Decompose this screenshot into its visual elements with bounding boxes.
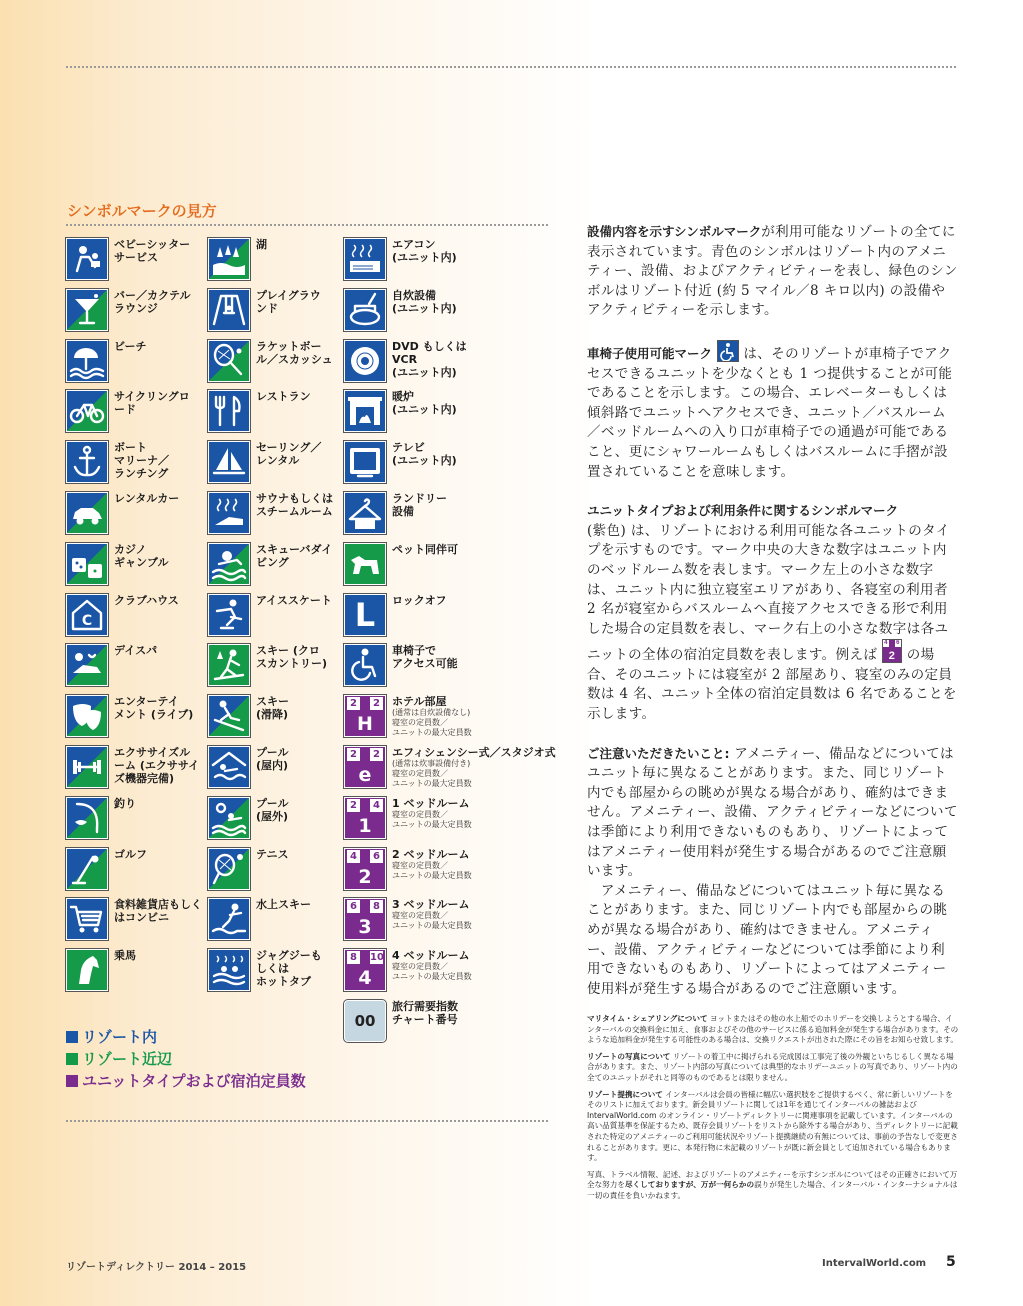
symbol-sauna	[208, 492, 348, 538]
unit-max-capacity: 6	[370, 850, 383, 863]
legend-item-resort	[66, 1026, 306, 1048]
symbol-downhill-ski	[208, 695, 348, 741]
symbol-label: エアコン (ユニット内)	[392, 238, 457, 264]
symbol-label: 釣り	[114, 796, 136, 810]
unit-type-label: 4 ベッドルーム 寝室の定員数／ ユニットの最大定員数	[392, 949, 472, 982]
clubhouse-icon	[66, 594, 108, 636]
symbol-car	[66, 492, 206, 538]
note-body: インターバルは会員の皆様に幅広い選択肢をご提供するべく、常に新しいリゾートをそのリストに加えております。新会員リゾートに関しては1年を通じてインターバルの雑誌および IntervalWorld.com のオンライン・リゾートディレクトリーに関連事項を記載しています。インターバルの高い品質基準を保証するため、既存会員リゾートをリストから除外する場合があり、当ディレクトリーに記載された特定のアメニティーのご利用可能状況やリゾート提携継続の有無については、事前の予告なしで変更されることがあります。更に、本発行物に未記載のリゾートが既に新会員として追加されている場合もあります。	[587, 1089, 958, 1163]
unit-bedroom-count: 4	[358, 967, 372, 990]
paragraph-heading: ユニットタイプおよび利用条件に関するシンボルマーク	[587, 503, 899, 519]
note-disclaimer	[587, 1170, 959, 1202]
dice-icon	[66, 543, 108, 585]
racquet-icon	[208, 340, 250, 382]
symbol-label: ボート マリーナ／ ランチング	[114, 441, 169, 481]
symbol-label: ビーチ	[114, 339, 147, 353]
unit-bedroom-count: H	[357, 713, 373, 736]
symbol-lockoff-l	[344, 594, 484, 640]
example-bedroom-number: 2	[888, 650, 896, 663]
paragraph-body: (紫色) は、リゾートにおける利用可能な各ユニットのタイプを示すものです。マーク中央の大きな数字はユニット内のベッドルーム数を表します。マーク左上の小さな数字は、ユニット内に独立寝室エリアがあり、各寝室の利用者 2 名が寝室からバスルームへ直接アクセスできる形で利用した場合の定員数を表し、マーク右上の小さな数字は各ユニットの全体の宿泊定員数を表します。例えば	[587, 522, 950, 664]
symbol-label: ジャグジーも しくは ホットタブ	[256, 949, 322, 989]
note-body: リゾートの着工中に掲げられる完成図は工事完了後の外観といちじるしく異なる場合があります。また、リゾート内部の写真については典型的なホリデーユニットの写真であり、リゾート内の全てのユニットがそれと同等のものであるとは限りません。	[587, 1051, 958, 1082]
unit-bedroom-count: 3	[358, 916, 372, 939]
legend-label: ユニットタイプおよび宿泊定員数	[82, 1072, 306, 1090]
unit-type-label: 1 ベッドルーム 寝室の定員数／ ユニットの最大定員数	[392, 796, 472, 829]
symbol-label: デイスパ	[114, 644, 158, 658]
unit-bedroom-count: 1	[358, 814, 372, 837]
unit-bedroom-capacity: 2	[347, 748, 360, 761]
spa-icon	[66, 644, 108, 686]
unit-max-capacity: 8	[370, 900, 383, 913]
outdoor-pool-icon	[208, 797, 250, 839]
footer-publication: リゾートディレクトリー 2014 – 2015	[66, 1262, 247, 1273]
symbol-tennis	[208, 848, 348, 894]
symbol-label: クラブハウス	[114, 593, 179, 607]
note-body: ヨットまたはその他の水上船でのホリデーを交換しようとする場合、インターバルの交換料金に加え、食事およびその他のサービスに係る追加料金が発生する場合があります。そのような追加料金が発生する可能性のある場合は、交換リクエストが出された際にその旨をお知らせ致します。	[587, 1014, 959, 1045]
bicycle-icon	[66, 390, 108, 432]
legend-item-unit	[66, 1070, 306, 1092]
fireplace-icon	[344, 390, 386, 432]
symbol-indoor-pool	[208, 746, 348, 792]
sauna-icon	[208, 492, 250, 534]
symbol-label: スキー (クロ スカントリー)	[256, 644, 328, 671]
symbol-lake	[208, 238, 348, 284]
section-divider	[66, 224, 548, 226]
symbol-label: 自炊設備 (ユニット内)	[392, 288, 457, 315]
symbol-label: 水上スキー	[256, 898, 311, 912]
paragraph-heading: 車椅子使用可能マーク	[587, 345, 713, 361]
symbol-laundry-hanger	[344, 492, 484, 538]
unit-type-label: 3 ベッドルーム 寝室の定員数／ ユニットの最大定員数	[392, 898, 472, 931]
unit-type-icon	[344, 797, 386, 839]
kitchen-pot-icon	[344, 289, 386, 331]
legend-swatch	[66, 1075, 78, 1087]
symbol-golf	[66, 848, 206, 894]
note-heading: リゾートの写真について	[587, 1051, 671, 1061]
symbol-label: ランドリー 設備	[392, 492, 447, 518]
symbol-label: セーリング／ レンタル	[256, 441, 322, 468]
unit-bedroom-count: 2	[358, 865, 372, 888]
symbol-label: カジノ ギャンブル	[114, 542, 169, 569]
symbol-label: 暖炉 (ユニット内)	[392, 390, 457, 417]
symbol-label: ラケットボー ル／スカッシュ	[256, 339, 333, 366]
symbol-jacuzzi	[208, 949, 348, 995]
symbol-air-conditioner	[344, 238, 484, 284]
note-heading: リゾート提携について	[587, 1089, 663, 1099]
tennis-icon	[208, 848, 250, 890]
unit-bedroom-capacity: 2	[347, 697, 360, 710]
symbol-label: プール (屋外)	[256, 796, 289, 823]
symbol-label: エンターテイ メント (ライブ)	[114, 695, 194, 722]
symbol-chart-number	[344, 1000, 484, 1046]
symbol-sailboat	[208, 441, 348, 487]
symbol-theater-masks	[66, 695, 206, 741]
symbol-label: スキー (滑降)	[256, 695, 289, 722]
legend-label: リゾート内	[82, 1028, 158, 1046]
symbol-label: DVD もしくは VCR (ユニット内)	[392, 339, 467, 379]
unit-max-capacity: 2	[370, 748, 383, 761]
playground-swing-icon	[208, 289, 250, 331]
symbol-label: レストラン	[256, 390, 311, 404]
footer-website-link[interactable]: IntervalWorld.com	[822, 1258, 927, 1269]
note-heading: マリタイム・シェアリングについて	[587, 1014, 708, 1023]
symbol-scuba	[208, 543, 348, 589]
symbol-waterski	[208, 898, 348, 944]
note-emphasis: 尽くしておりますが、万が一何らかの	[624, 1180, 755, 1190]
symbol-grid	[66, 238, 556, 1030]
lockoff-l-icon	[344, 594, 386, 636]
legend-label: リゾート近辺	[82, 1050, 173, 1068]
tv-icon	[344, 441, 386, 483]
unit-type-label: ホテル部屋 (通常は自炊設備なし) 寝室の定員数／ ユニットの最大定員数	[392, 695, 472, 738]
symbol-pet	[344, 543, 484, 589]
symbol-bicycle	[66, 390, 206, 436]
note-affiliation	[587, 1090, 959, 1164]
shopping-cart-icon	[66, 898, 108, 940]
symbol-dvd	[344, 340, 484, 386]
unit-type-icon	[344, 848, 386, 890]
symbol-babysitting	[66, 238, 206, 284]
paragraph-body: の場合、そのユニットには寝室が 2 部屋あり、寝室のみの定員数は 4 名、ユニット全体の宿泊定員数は 6 名であることを示します。	[587, 647, 957, 723]
symbol-label: ペット同伴可	[392, 542, 458, 556]
paragraph-body: アメニティー、備品などについてはユニット毎に異なることがあります。また、同じリゾート内でも部屋からの眺めが異なる場合があり、確約はできません。アメニティー、設備、アクティビティーなどについては季節により利用できないものもあり、リゾートによってはアメニティー使用料が発生する場合があるのでご注意願います。	[587, 745, 958, 880]
dvd-icon	[344, 340, 386, 382]
symbol-dumbbell	[66, 746, 206, 792]
example-right-number: 6	[896, 640, 900, 647]
note-maritime	[587, 1014, 959, 1046]
symbol-unit-type	[344, 695, 484, 741]
symbol-unit-type	[344, 898, 484, 944]
symbol-racquet	[208, 340, 348, 386]
unit-max-capacity: 4	[370, 799, 383, 812]
symbol-wheelchair	[344, 644, 484, 690]
note-photos	[587, 1052, 959, 1084]
legend-item-nearby	[66, 1048, 306, 1070]
wheelchair-icon	[717, 340, 739, 362]
symbol-playground-swing	[208, 289, 348, 335]
symbol-label: サイクリングロ ード	[114, 390, 190, 417]
symbol-kitchen-pot	[344, 289, 484, 335]
paragraph-body: は、そのリゾートが車椅子でアクセスできるユニットを少なくとも 1 つ提供することが可能であることを示します。この場合、エレベーターもしくは傾斜路でユニットへアクセスでき、ユニット／バスルーム／ベッドルームへの入り口が車椅子での通過が可能であること、更にシャワールームもしくはバスルームに手摺が設置されていることを意味します。	[587, 345, 953, 480]
unit-type-icon	[344, 949, 386, 991]
paragraph-notice	[587, 744, 958, 1000]
paragraph-symbols	[587, 222, 958, 321]
section-title: シンボルマークの見方	[67, 202, 217, 220]
symbol-label: プレイグラウ ンド	[256, 288, 321, 315]
paragraph-body: が利用可能なリゾートの全てに表示されています。青色のシンボルはリゾート内のアメニティー、設備、およびアクティビティーを表し、緑色のシンボルはリゾート付近 (約 5 マイル／8 キロ以内) の設備やアクティビティーを示します。	[587, 224, 958, 319]
lake-icon	[208, 238, 250, 280]
downhill-ski-icon	[208, 695, 250, 737]
symbol-label: ロックオフ	[392, 593, 447, 607]
paragraph-wheelchair	[587, 340, 958, 482]
sailboat-icon	[208, 441, 250, 483]
symbol-tv	[344, 441, 484, 487]
laundry-hanger-icon	[344, 492, 386, 534]
symbol-label: テレビ (ユニット内)	[392, 441, 457, 468]
symbol-label: エクササイズル ーム (エクササイ ズ機器完備)	[114, 746, 200, 785]
unit-bedroom-capacity: 8	[347, 951, 360, 964]
symbol-label: 食料雑貨店もしく はコンビニ	[114, 898, 202, 925]
symbol-label: アイススケート	[256, 593, 332, 607]
unit-type-icon	[344, 898, 386, 940]
golf-icon	[66, 848, 108, 890]
anchor-icon	[66, 441, 108, 483]
symbol-cross-country-ski	[208, 644, 348, 690]
svg-text:C: C	[81, 612, 93, 629]
symbol-label: ベビーシッター サービス	[114, 238, 191, 264]
beach-umbrella-icon	[66, 340, 108, 382]
unit-max-capacity: 2	[370, 697, 383, 710]
unit-type-label: エフィシェンシー式／スタジオ式 (通常は炊事設備付き) 寝室の定員数／ ユニットの最大定員数	[392, 746, 556, 788]
symbol-unit-type	[344, 797, 484, 843]
unit-max-capacity: 10	[370, 952, 384, 964]
fine-print-notes	[587, 1014, 959, 1208]
chart-number-label: 旅行需要指数 チャート番号	[392, 1000, 458, 1026]
symbol-cocktail	[66, 289, 206, 335]
fishing-icon	[66, 797, 108, 839]
symbol-label: プール (屋内)	[256, 746, 289, 772]
symbol-label: 車椅子で アクセス可能	[392, 644, 458, 671]
air-conditioner-icon	[344, 238, 386, 280]
symbol-unit-type	[344, 848, 484, 894]
symbol-unit-type	[344, 949, 484, 995]
indoor-pool-icon	[208, 746, 250, 788]
chart-number-icon	[344, 1000, 386, 1042]
ice-skate-icon	[208, 594, 250, 636]
unit-bedroom-capacity: 2	[347, 799, 360, 812]
paragraph-body: アメニティー、備品などについてはユニット毎に異なることがあります。また、同じリゾート内でも部屋からの眺めが異なる場合があり、確約はできません。アメニティー、設備、アクティビティーなどについては季節により利用できないものもあり、リゾートによってはアメニティー使用料が発生する場合があるのでご注意願います。	[587, 882, 948, 997]
pet-icon	[344, 543, 386, 585]
bottom-divider	[66, 1120, 548, 1122]
top-divider	[66, 66, 956, 68]
page-number: 5	[946, 1254, 956, 1270]
symbol-restaurant	[208, 390, 348, 436]
symbol-label: 乗馬	[114, 949, 136, 963]
symbol-label: バー／カクテル ラウンジ	[114, 288, 191, 315]
symbol-clubhouse	[66, 594, 206, 640]
symbol-unit-type	[344, 746, 556, 792]
example-left-number: 4	[884, 640, 888, 647]
cocktail-icon	[66, 289, 108, 331]
unit-type-icon	[344, 695, 386, 737]
legend-swatch	[66, 1053, 78, 1065]
symbol-label: ゴルフ	[114, 847, 147, 861]
symbol-spa	[66, 644, 206, 690]
cross-country-ski-icon	[208, 644, 250, 686]
note-body: 誤りが発生した場合、インターバル・インターナショナルは一切の責任を負いかねます。	[587, 1180, 958, 1200]
horse-icon	[66, 949, 108, 991]
note-body: 写真、トラベル情報、記述、およびリゾートのアメニティーを示すシンボルについてはその正確さにおいて万全な努力を	[587, 1169, 958, 1190]
symbol-ice-skate	[208, 594, 348, 640]
restaurant-icon	[208, 390, 250, 432]
symbol-label: テニス	[256, 847, 289, 861]
symbol-outdoor-pool	[208, 797, 348, 843]
symbol-label: 湖	[256, 238, 267, 251]
symbol-label: スキューバダイ ビング	[256, 542, 333, 569]
dumbbell-icon	[66, 746, 108, 788]
symbol-anchor	[66, 441, 206, 487]
symbol-beach-umbrella	[66, 340, 206, 386]
chart-number-glyph: 00	[354, 1012, 376, 1030]
symbol-label: レンタルカー	[114, 492, 180, 505]
unit-type-label: 2 ベッドルーム 寝室の定員数／ ユニットの最大定員数	[392, 847, 472, 880]
symbol-fireplace	[344, 390, 484, 436]
legend-swatch	[66, 1031, 78, 1043]
unit-example-icon	[882, 639, 902, 663]
symbol-dice	[66, 543, 206, 589]
explanation-text	[587, 222, 958, 1018]
paragraph-heading: ご注意いただきたいこと:	[587, 745, 730, 761]
paragraph-unit-types	[587, 501, 958, 725]
lockoff-glyph: L	[354, 595, 376, 634]
symbol-label: サウナもしくは スチームルーム	[256, 492, 333, 518]
scuba-icon	[208, 543, 250, 585]
unit-bedroom-capacity: 4	[347, 850, 360, 863]
paragraph-heading: 設備内容を示すシンボルマーク	[587, 224, 762, 239]
symbol-horse	[66, 949, 206, 995]
legend	[66, 1026, 306, 1092]
symbol-fishing	[66, 797, 206, 843]
unit-type-icon	[344, 746, 386, 788]
wheelchair-icon	[344, 644, 386, 686]
theater-masks-icon	[66, 695, 108, 737]
car-icon	[66, 492, 108, 534]
jacuzzi-icon	[208, 949, 250, 991]
unit-bedroom-count: e	[358, 764, 372, 786]
babysitting-icon	[66, 238, 108, 280]
symbol-shopping-cart	[66, 898, 206, 944]
waterski-icon	[208, 898, 250, 940]
unit-bedroom-capacity: 6	[347, 900, 360, 913]
